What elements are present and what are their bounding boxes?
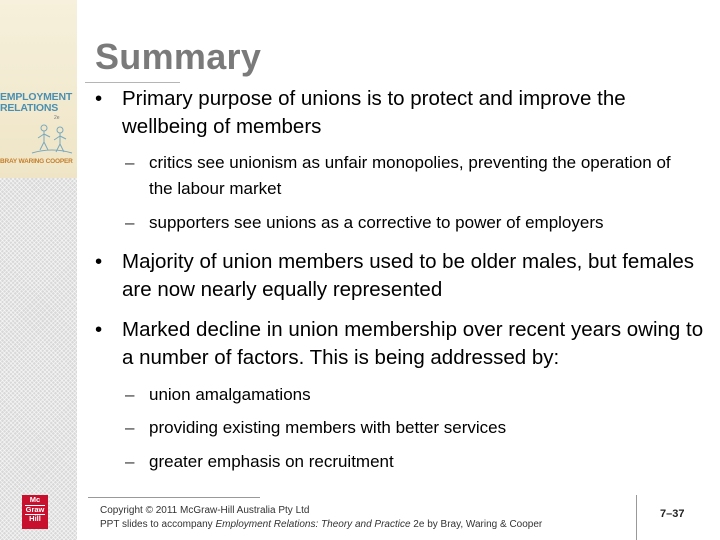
cover-illustration	[30, 120, 74, 156]
sub-bullet-text: supporters see unions as a corrective to power of employers	[149, 213, 604, 232]
bullet-text: Marked decline in union membership over recent years owing to a number of factors. This is being addressed by:	[122, 318, 704, 369]
sub-bullet-marker: –	[125, 385, 135, 404]
sub-bullet-3-2	[125, 415, 685, 441]
bullet-marker: •	[95, 318, 103, 341]
sub-bullet-3-1	[125, 382, 685, 408]
slide-title: Summary	[95, 36, 262, 77]
bullet-marker: •	[95, 87, 103, 110]
bullet-text: Primary purpose of unions is to protect and improve the wellbeing of members	[122, 87, 626, 138]
cover-edition: 2e	[54, 115, 60, 121]
sub-bullet-text: providing existing members with better services	[149, 418, 507, 437]
footer-attribution: PPT slides to accompany Employment Relations: Theory and Practice 2e by Bray, Waring & Cooper	[100, 519, 543, 530]
bullet-2	[95, 248, 695, 304]
cover-authors: BRAY WARING COOPER	[0, 158, 73, 165]
bullet-1	[95, 85, 715, 141]
sub-bullet-1-1	[125, 150, 685, 202]
sub-bullet-text: critics see unionism as unfair monopolies, preventing the operation of the labour market	[149, 153, 671, 198]
title-underline	[85, 82, 180, 83]
sub-bullet-1-2	[125, 210, 715, 236]
sub-bullet-text: union amalgamations	[149, 385, 311, 404]
sub-bullet-marker: –	[125, 153, 135, 172]
sub-bullet-marker: –	[125, 452, 135, 471]
footer-rule	[88, 497, 260, 498]
sub-bullet-marker: –	[125, 213, 135, 232]
footer-divider	[636, 495, 637, 540]
footer-copyright	[100, 504, 542, 532]
sub-bullet-3-3	[125, 449, 685, 475]
bullet-3	[95, 316, 715, 372]
page-number: 7–37	[660, 508, 685, 520]
cover-title: EMPLOYMENT RELATIONS	[0, 91, 73, 114]
mcgraw-hill-logo: Mc Graw Hill	[22, 495, 48, 529]
sub-bullet-text: greater emphasis on recruitment	[149, 452, 394, 471]
sub-bullet-marker: –	[125, 418, 135, 437]
copyright-text: Copyright © 2011 McGraw-Hill Australia Pty Ltd	[100, 505, 310, 516]
bullet-marker: •	[95, 250, 103, 273]
book-cover	[0, 0, 77, 178]
bullet-text: Majority of union members used to be older males, but females are now nearly equally represented	[122, 250, 694, 301]
